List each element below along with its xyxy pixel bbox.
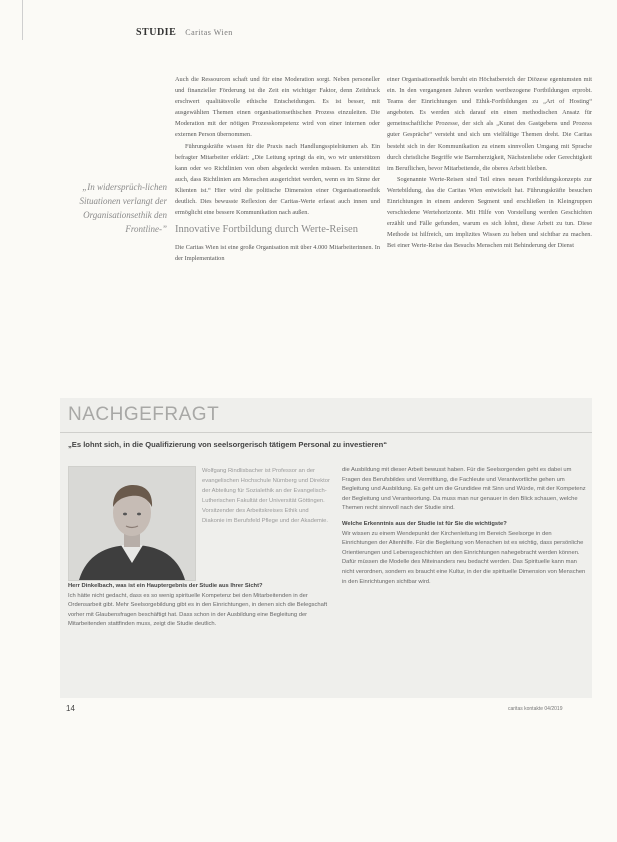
interview-headline: „Es lohnt sich, in die Qualifizierung von seelsorgerisch tätigem Personal zu investieren“ <box>68 440 388 449</box>
interview-column-2 <box>342 466 587 587</box>
paragraph: einer Organisationsethik beruht ein Höchstbereich der Diözese egentumsten mit ein. In den vergangenen Jahren wurden wertbezogene Fortbildungen erprobt. Teams der Einrichtungen und Ethik-Fortbildungen zu „Art of Hosting“ angeboten. Es werden sich darauf ein einen methodischen Ansatz für gemeinschaftliche Prozesse, der sich als „Kunst des Gastgebens und Prozess guter Gespräche“ versteht und sich um vielfältige Themen dreht. Die Caritas besteht sich in der Kommunikation zu einem sinnvollen Umgang mit Sprache durch christliche Begriffe wie Barmherzigkeit, Nächstenliebe oder Gerechtigkeit im Beruflichen, bevor Mitarbeitende, die oberes Arbeit bleiben. <box>387 76 592 172</box>
subheading: Innovative Fortbildung durch Werte-Reisen <box>175 224 358 236</box>
interview-answer: Wir wissen zu einem Wendepunkt der Kirchenleitung im Bereich Seelsorge in den Einrichtungen der Altenhilfe. Für die Begleitung von Menschen ist es wichtig, dass persönliche Orientierungen und Lebensgeschichten an den Einrichtungen nahegebracht werden können. Dafür müssen die Modelle des Miteinanders neu bedacht werden. Das Spirituelle kann man nicht verordnen, sondern es braucht eine Kultur, in der die spirituelle Dimension von Menschen in den Einrichtungen sichtbar wird. <box>342 530 586 585</box>
interview-answer: Ich hätte nicht gedacht, dass es so wenig spirituelle Kompetenz bei den Mitarbeitenden in der Ordensarbeit gibt. Mehr Seelsorgebildung gibt es in den Einrichtungen, in denen sich die Belegschaft vorher mit Glaubensfragen beschäftigt hat. Dass schon in der Ausbildung eine Begleitung der Mitarbeitenden stattfinden muss, zeigt die Studie deutlich. <box>68 592 328 628</box>
section-label: STUDIE <box>136 27 177 38</box>
paragraph: Auch die Ressourcen schaft und für eine Moderation sorgt. Neben personeller und finanzieller Förderung ist die Zeit ein wichtiger Faktor, denn Zeitdruck erschwert qualitätsvolle ethische Entscheidungen. Es ist besser, mit ausgewählten Themen einen organisationsethischen Prozess einzuleiten. Die Moderation mit der nötigen Prozesskompetenz wird von einer internen oder externen Person übernommen. <box>175 76 380 139</box>
running-header <box>136 27 233 38</box>
paragraph: Sogenannte Werte-Reisen sind Teil eines neuen Fortbildungskonzepts zur Wertebildung, das die Caritas Wien entwickelt hat. Führungskräfte besuchen Einrichtungen in einem anderen Segment und erschließen in Kleingruppen verschiedene Wertehorizonte. Mit Hilfe von Vorstellung werden Geschichten erzählt und Fälle gefunden, warum es sich lohnt, diese Arbeit zu tun. Diese Methode ist hilfreich, um implizites Wissen zu heben und sichtbar zu machen. Bei einer Werte-Reise das Besuchs Menschen mit Behinderung der Dienst <box>387 175 592 250</box>
header-author: Caritas Wien <box>185 28 233 37</box>
pull-quote: „In widersprüch-lichen Situationen verlangt der Organisationsethik den Frontline-” <box>79 182 167 234</box>
interview-question: Welche Erkenntnis aus der Studie ist für Sie die wichtigste? <box>342 520 507 527</box>
journal-footer: caritas kontakte 04/2019 <box>508 706 563 712</box>
portrait-illustration <box>69 467 195 580</box>
box-divider <box>60 432 592 433</box>
margin-rule <box>22 0 23 40</box>
interview-column-1 <box>68 582 332 630</box>
page-number: 14 <box>66 704 75 713</box>
portrait-photo <box>68 466 196 581</box>
paragraph: Führungskräfte wissen für die Praxis nach Handlungsspielräumen ab. Ein befragter Mitarbeiter erklärt: „Die Leitung springt da ein, wo wir unterstützen kann oder wo Richtlinien von oben abgedeckt werden müssen. Es unterstützt auch, dass Richtlinien am Menschen ausgerichtet werden, wenn es im Sinne der Klienten ist.“ Hier wird die politische Dimension einer Organisationsethik deutlich. Dies bewusste Reflexion der Caritas-Werte erfasst auch innen und ermöglicht eine bessere Kommunikation nach außen. <box>175 142 380 217</box>
interview-question: Herr Dinkelbach, was ist ein Hauptergebnis der Studie aus Ihrer Sicht? <box>68 583 263 589</box>
paragraph: Die Caritas Wien ist eine große Organisation mit über 4.000 Mitarbeiterinnen. In der Implementation <box>175 244 380 263</box>
box-title: NACHGEFRAGT <box>68 404 220 425</box>
article-column-2 <box>387 74 592 252</box>
interviewee-bio: Wolfgang Rindlisbacher ist Professor an der evangelischen Hochschule Nürnberg und Direktor der Abteilung für Sozialethik an der Evangelisch-Lutherischen Fakultät der Universität Göttingen. Vorsitzender des Arbeitskreises Ethik und Diakonie im Berufsfeld Pflege und der Akademie. <box>202 468 330 524</box>
interview-answer: die Ausbildung mit dieser Arbeit bewusst haben. Für die Seelsorgenden geht es dabei um Fragen des Berufsbildes und Vermittlung, die Fachleute und Verantwortliche gehen um Begleitung und Ausbildung. Es geht um die Grundidee mit Sinn und Würde, mit der Kompetenz der Begleitung und Verantwortung. Da muss man nur genauer in den Blick schauen, welche Themen recht sinnvoll nach der Studie sind. <box>342 467 586 512</box>
article-column-1 <box>175 74 380 264</box>
